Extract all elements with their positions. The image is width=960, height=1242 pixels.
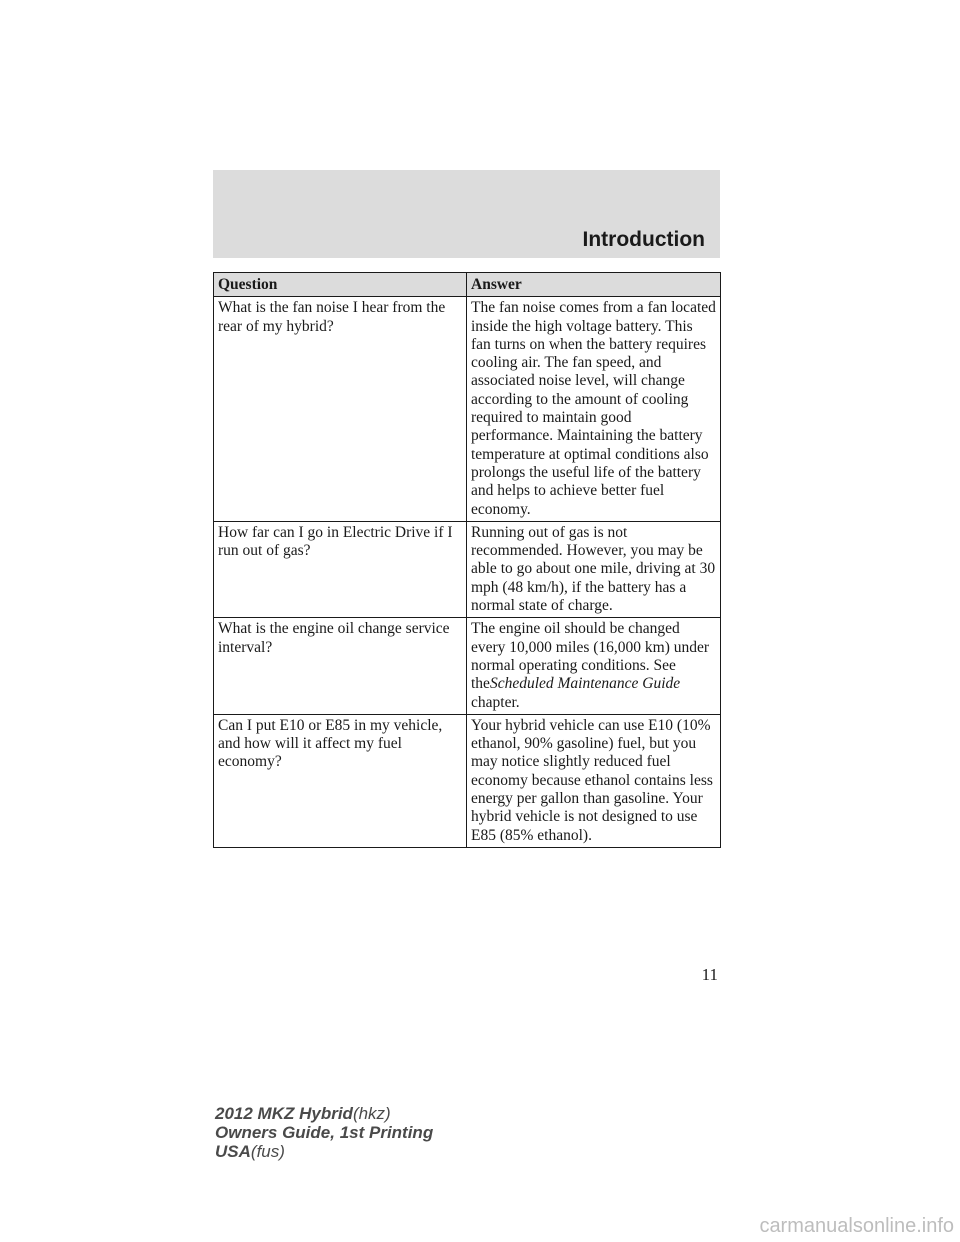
column-header-answer: Answer bbox=[467, 273, 721, 297]
answer-cell: The fan noise comes from a fan located inside the high voltage battery. This fan turns on when the battery requires cooling air. The fan speed, and associated noise level, will change according to the amount of cooling required to maintain good performance. Maintaining the battery temperature at optimal conditions also prolongs the useful life of the battery and helps to achieve better fuel economy. bbox=[467, 297, 721, 522]
answer-text: The engine oil should be changed every 10,000 miles (16,000 km) under normal operating conditions. See the bbox=[471, 620, 710, 693]
answer-cell: Your hybrid vehicle can use E10 (10% ethanol, 90% gasoline) fuel, but you may notice slightly reduced fuel economy because ethanol contains less energy per gallon than gasoline. Your hybrid vehicle is not designed to use E85 (85% ethanol). bbox=[467, 714, 721, 847]
section-title: Introduction bbox=[582, 228, 705, 251]
footer-line-model: 2012 MKZ Hybrid(hkz) bbox=[215, 1104, 391, 1123]
table-row bbox=[214, 618, 721, 714]
table-header-row bbox=[214, 273, 721, 297]
page-number: 11 bbox=[701, 965, 718, 984]
footer-line-region: USA(fus) bbox=[215, 1142, 285, 1161]
document-footer bbox=[215, 1104, 433, 1161]
table-row bbox=[214, 714, 721, 847]
chapter-reference: Scheduled Maintenance Guide bbox=[489, 675, 681, 693]
question-cell: Can I put E10 or E85 in my vehicle, and how will it affect my fuel economy? bbox=[214, 714, 467, 847]
watermark: carmanualsonline.info bbox=[759, 1215, 954, 1237]
question-cell: How far can I go in Electric Drive if I run out of gas? bbox=[214, 521, 467, 617]
table-row bbox=[214, 521, 721, 617]
answer-cell: Running out of gas is not recommended. However, you may be able to go about one mile, driving at 30 mph (48 km/h), if the battery has a normal state of charge. bbox=[467, 521, 721, 617]
question-cell: What is the fan noise I hear from the rear of my hybrid? bbox=[214, 297, 467, 522]
section-header bbox=[213, 170, 720, 258]
footer-line-guide: Owners Guide, 1st Printing bbox=[215, 1123, 434, 1142]
answer-text-end: chapter. bbox=[471, 693, 520, 711]
question-cell: What is the engine oil change service interval? bbox=[214, 618, 467, 714]
column-header-question: Question bbox=[214, 273, 467, 297]
table-row bbox=[214, 297, 721, 522]
qa-table bbox=[213, 272, 721, 848]
answer-cell bbox=[467, 618, 721, 714]
